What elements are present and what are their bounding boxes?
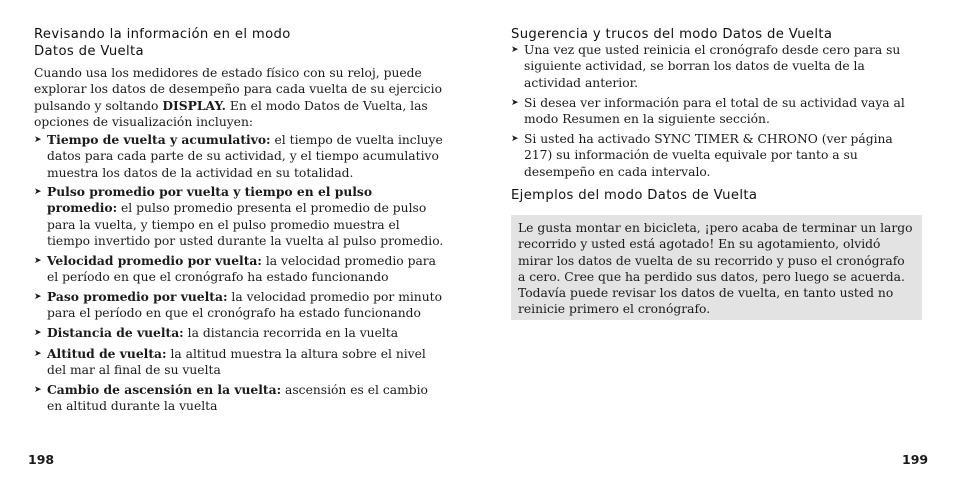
bullet-text: el pulso promedio presenta el promedio de pulso para la vuelta, y tiempo en el pulso promedio muestra el tiempo invertido por usted durante la vuelta al pulso promedio. xyxy=(47,201,444,248)
heading-line-2: Datos de Vuelta xyxy=(34,44,144,59)
bullet-arrow-icon: ➤ xyxy=(34,256,42,266)
tip-reset-chrono xyxy=(511,42,923,91)
tip-text: Si usted ha activado SYNC TIMER & CHRONO (ver página 217) su información de vuelta equivale por tanto a su desempeño en cada intervalo. xyxy=(524,132,893,179)
bullet-lap-altitude xyxy=(34,346,446,379)
bullet-lap-distance xyxy=(34,325,446,341)
bullet-arrow-icon: ➤ xyxy=(511,134,519,144)
page-number-right: 199 xyxy=(902,452,929,467)
bullet-arrow-icon: ➤ xyxy=(34,328,42,338)
bullet-term: Velocidad promedio por vuelta: xyxy=(47,253,262,268)
bullet-text: el tiempo de vuelta incluye datos para cada parte de su actividad, y el tiempo acumulativo muestra los datos de la actividad en su totalidad. xyxy=(47,133,443,180)
bullet-avg-pace xyxy=(34,289,446,322)
bullet-term: Distancia de vuelta: xyxy=(47,325,184,340)
bullet-avg-pulse xyxy=(34,184,446,249)
intro-paragraph xyxy=(34,65,444,130)
bullet-text: la distancia recorrida en la vuelta xyxy=(183,326,399,340)
intro-text: Cuando usa los medidores de estado físico con su reloj, puede explorar los datos de desempeño para cada vuelta de su ejercicio pulsando y soltando xyxy=(34,66,442,113)
bullet-arrow-icon: ➤ xyxy=(34,349,42,359)
bullet-arrow-icon: ➤ xyxy=(34,292,42,302)
bullet-term: Altitud de vuelta: xyxy=(47,346,167,361)
intro-tail: En el modo Datos de Vuelta, las opciones de visualización incluyen: xyxy=(34,98,428,129)
bullet-text: la velocidad promedio por minuto para el período en que el cronógrafo ha estado funcionando xyxy=(47,290,442,321)
bullet-term: Paso promedio por vuelta: xyxy=(47,289,228,304)
bullet-text: la velocidad promedio para el período en que el cronógrafo ha estado funcionando xyxy=(47,254,436,285)
intro-display-keyword: DISPLAY. xyxy=(162,97,226,113)
section-heading-tips: Sugerencia y trucos del modo Datos de Vuelta xyxy=(511,27,833,42)
tip-summary-mode xyxy=(511,95,923,128)
bullet-arrow-icon: ➤ xyxy=(34,385,42,395)
bullet-arrow-icon: ➤ xyxy=(34,187,42,197)
bullet-avg-speed xyxy=(34,253,446,286)
tip-sync-timer xyxy=(511,131,923,180)
section-heading-reviewing-lap-data xyxy=(34,26,374,60)
heading-line-1: Revisando la información en el modo xyxy=(34,27,291,42)
bullet-term: Pulso promedio por vuelta y tiempo en el pulso promedio: xyxy=(47,184,373,216)
bullet-arrow-icon: ➤ xyxy=(34,135,42,145)
page-number-left: 198 xyxy=(28,452,55,467)
bullet-term: Cambio de ascensión en la vuelta: xyxy=(47,382,282,397)
bullet-text: ascensión es el cambio en altitud durante la vuelta xyxy=(47,383,428,414)
bullet-ascent-change xyxy=(34,382,446,415)
section-heading-examples: Ejemplos del modo Datos de Vuelta xyxy=(511,188,758,203)
tip-text: Una vez que usted reinicia el cronógrafo desde cero para su siguiente actividad, se borran los datos de vuelta de la actividad anterior. xyxy=(524,43,901,90)
bullet-arrow-icon: ➤ xyxy=(511,45,519,55)
bullet-lap-cumulative-time xyxy=(34,132,446,181)
tip-text: Si desea ver información para el total de su actividad vaya al modo Resumen en la siguiente sección. xyxy=(524,96,905,127)
bullet-text: la altitud muestra la altura sobre el nivel del mar al final de su vuelta xyxy=(47,347,426,378)
bullet-arrow-icon: ➤ xyxy=(511,98,519,108)
example-callout-box xyxy=(511,215,922,320)
example-text: Le gusta montar en bicicleta, ¡pero acaba de terminar un largo recorrido y usted está agotado! En su agotamiento, olvidó mirar los datos de vuelta de su recorrido y puso el cronógrafo a cero. Cree que ha perdido sus datos, pero luego se acuerda. Todavía puede revisar los datos de vuelta, en tanto usted no reinicie primero el cronógrafo. xyxy=(518,221,913,317)
bullet-term: Tiempo de vuelta y acumulativo: xyxy=(47,132,271,147)
